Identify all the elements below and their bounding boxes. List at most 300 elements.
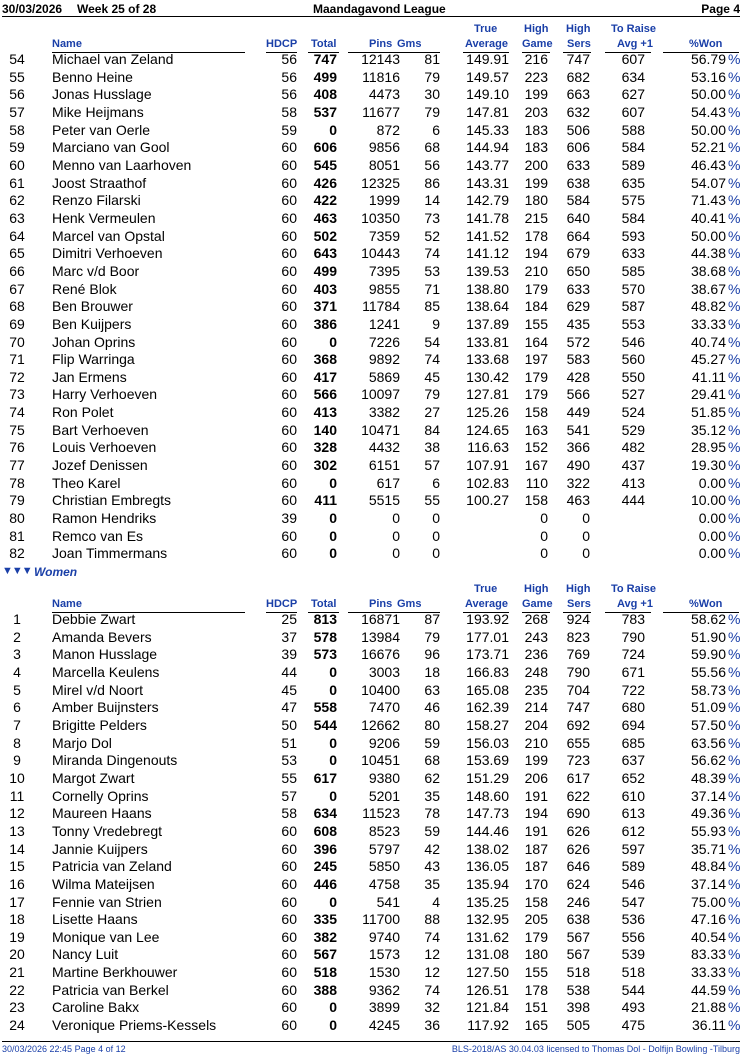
- average-cell: 147.81: [466, 103, 509, 120]
- high-game-cell: 210: [524, 734, 548, 751]
- total-cell: 0: [329, 527, 337, 544]
- to-raise-cell: 637: [621, 752, 645, 769]
- high-series-cell: 0: [582, 510, 590, 527]
- table-row: [0, 281, 744, 299]
- high-series-cell: 366: [566, 439, 590, 456]
- hdcp-cell: 60: [281, 1017, 297, 1034]
- name-cell: Jannie Kuijpers: [52, 840, 148, 857]
- games-cell: 68: [424, 139, 440, 156]
- name-cell: Patricia van Berkel: [52, 981, 169, 998]
- percent-won-cell: 58.62: [690, 611, 726, 627]
- table-row: [0, 646, 744, 664]
- rank-cell: 11: [9, 787, 25, 804]
- rank-cell: 81: [9, 527, 25, 544]
- table-row: [0, 894, 744, 912]
- high-game-cell: 170: [524, 875, 548, 892]
- percent-sign: %: [728, 681, 741, 698]
- total-cell: 422: [313, 192, 337, 209]
- high-game-cell: 0: [540, 510, 548, 527]
- total-cell: 0: [329, 893, 337, 910]
- to-raise-cell: 584: [621, 139, 645, 156]
- rank-cell: 10: [9, 769, 25, 786]
- games-cell: 56: [424, 156, 440, 173]
- hdcp-cell: 55: [281, 769, 297, 786]
- games-cell: 88: [424, 911, 440, 928]
- average-cell: 131.08: [466, 946, 509, 963]
- total-cell: 0: [329, 787, 337, 804]
- percent-won-cell: 59.90: [690, 646, 726, 663]
- total-cell: 0: [329, 681, 337, 698]
- total-cell: 328: [313, 439, 337, 456]
- rank-cell: 6: [13, 699, 21, 716]
- col-high-sers-1: High: [566, 583, 591, 595]
- high-series-cell: 747: [566, 51, 590, 67]
- high-series-cell: 624: [566, 875, 590, 892]
- page-footer: [0, 1039, 744, 1057]
- hdcp-cell: 56: [281, 51, 297, 67]
- rank-cell: 58: [9, 121, 25, 138]
- rank-cell: 74: [9, 404, 25, 421]
- rank-cell: 8: [13, 734, 21, 751]
- name-cell: Caroline Bakx: [52, 999, 140, 1016]
- average-cell: 133.81: [466, 333, 509, 350]
- page-number: Page 4: [701, 2, 740, 16]
- high-game-cell: 180: [524, 946, 548, 963]
- percent-won-cell: 29.41: [690, 386, 726, 403]
- percent-won-cell: 75.00: [690, 893, 726, 910]
- average-cell: 177.01: [466, 628, 509, 645]
- total-cell: 573: [313, 646, 337, 663]
- name-cell: Ron Polet: [52, 404, 114, 421]
- rank-cell: 12: [9, 805, 25, 822]
- pins-cell: 11700: [362, 911, 400, 928]
- high-series-cell: 664: [566, 227, 590, 244]
- rank-cell: 82: [9, 545, 25, 562]
- percent-won-cell: 63.56: [690, 734, 726, 751]
- hdcp-cell: 60: [281, 421, 297, 438]
- percent-sign: %: [728, 209, 741, 226]
- table-row: [0, 298, 744, 316]
- rank-cell: 57: [9, 103, 25, 120]
- high-game-cell: 110: [525, 474, 548, 491]
- hdcp-cell: 60: [281, 386, 297, 403]
- percent-won-cell: 35.71: [690, 840, 726, 857]
- hdcp-cell: 51: [281, 734, 297, 751]
- to-raise-cell: 550: [621, 368, 645, 385]
- games-cell: 85: [424, 298, 440, 315]
- hdcp-cell: 50: [281, 716, 297, 733]
- name-cell: Monique van Lee: [52, 928, 160, 945]
- rank-cell: 63: [9, 209, 25, 226]
- rank-cell: 73: [9, 386, 25, 403]
- hdcp-cell: 60: [281, 245, 297, 262]
- total-cell: 0: [329, 734, 337, 751]
- games-cell: 46: [424, 699, 440, 716]
- pins-cell: 10097: [361, 386, 400, 403]
- name-cell: Benno Heine: [52, 68, 133, 85]
- name-cell: Bart Verhoeven: [52, 421, 149, 438]
- to-raise-cell: 724: [621, 646, 645, 663]
- rank-cell: 75: [9, 421, 25, 438]
- average-cell: 121.84: [466, 999, 509, 1016]
- pins-cell: 3899: [368, 999, 400, 1016]
- average-cell: 149.57: [466, 68, 509, 85]
- table-row: [0, 457, 744, 475]
- percent-won-cell: 50.00: [690, 86, 726, 103]
- rank-cell: 68: [9, 298, 25, 315]
- men-column-headers: [0, 19, 744, 53]
- pins-cell: 4432: [368, 439, 400, 456]
- total-cell: 0: [329, 510, 337, 527]
- hdcp-cell: 39: [281, 646, 297, 663]
- total-cell: 386: [313, 315, 337, 332]
- hdcp-cell: 60: [281, 333, 297, 350]
- rank-cell: 78: [9, 474, 25, 491]
- high-game-cell: 197: [524, 351, 548, 368]
- total-cell: 813: [313, 611, 337, 627]
- to-raise-cell: 635: [621, 174, 645, 191]
- high-game-cell: 158: [524, 492, 548, 509]
- percent-won-cell: 48.39: [690, 769, 726, 786]
- games-cell: 59: [424, 822, 440, 839]
- high-series-cell: 690: [566, 805, 590, 822]
- to-raise-cell: 529: [621, 421, 645, 438]
- table-row: [0, 858, 744, 876]
- high-game-cell: 151: [524, 999, 548, 1016]
- total-cell: 403: [313, 280, 337, 297]
- col-high-sers-2: Sers: [567, 598, 591, 610]
- high-game-cell: 214: [524, 699, 548, 716]
- high-game-cell: 191: [524, 787, 548, 804]
- name-cell: Brigitte Pelders: [52, 716, 147, 733]
- total-cell: 0: [329, 663, 337, 680]
- hdcp-cell: 60: [281, 822, 297, 839]
- to-raise-cell: 539: [621, 946, 645, 963]
- high-series-cell: 398: [566, 999, 590, 1016]
- name-cell: Theo Karel: [52, 474, 121, 491]
- percent-won-cell: 44.38: [690, 245, 726, 262]
- percent-won-cell: 48.82: [690, 298, 726, 315]
- to-raise-cell: 547: [621, 893, 645, 910]
- rank-cell: 7: [13, 716, 21, 733]
- hdcp-cell: 56: [281, 86, 297, 103]
- high-series-cell: 704: [566, 681, 590, 698]
- hdcp-cell: 57: [281, 787, 297, 804]
- hdcp-cell: 60: [281, 139, 297, 156]
- total-cell: 0: [329, 474, 337, 491]
- high-series-cell: 823: [566, 628, 590, 645]
- high-series-cell: 650: [566, 262, 590, 279]
- col-gms: Gms: [397, 598, 422, 610]
- table-row: [0, 752, 744, 770]
- high-game-cell: 179: [524, 386, 548, 403]
- games-cell: 74: [424, 928, 440, 945]
- average-cell: 126.51: [466, 981, 509, 998]
- high-game-cell: 194: [524, 245, 548, 262]
- table-row: [0, 245, 744, 263]
- total-cell: 502: [313, 227, 337, 244]
- percent-won-cell: 21.88: [690, 999, 726, 1016]
- to-raise-cell: 694: [621, 716, 645, 733]
- high-series-cell: 633: [566, 280, 590, 297]
- name-cell: Maureen Haans: [52, 805, 152, 822]
- percent-won-cell: 40.74: [690, 333, 726, 350]
- average-cell: 158.27: [466, 716, 509, 733]
- table-row: [0, 510, 744, 528]
- average-cell: 138.80: [466, 280, 509, 297]
- games-cell: 86: [424, 174, 440, 191]
- games-cell: 87: [424, 611, 440, 627]
- high-series-cell: 626: [566, 822, 590, 839]
- games-cell: 71: [424, 280, 440, 297]
- average-cell: 135.94: [466, 875, 509, 892]
- pins-cell: 4473: [368, 86, 400, 103]
- high-series-cell: 790: [566, 663, 590, 680]
- games-cell: 0: [432, 545, 440, 562]
- table-row: [0, 175, 744, 193]
- percent-sign: %: [728, 174, 741, 191]
- rank-cell: 5: [13, 681, 21, 698]
- name-cell: Mike Heijmans: [52, 103, 144, 120]
- table-row: [0, 528, 744, 546]
- games-cell: 42: [424, 840, 440, 857]
- to-raise-cell: 575: [621, 192, 645, 209]
- col-raise-2: Avg +1: [617, 598, 653, 610]
- games-cell: 79: [424, 68, 440, 85]
- pins-cell: 10443: [361, 245, 400, 262]
- percent-sign: %: [728, 628, 741, 645]
- name-cell: Veronique Priems-Kessels: [52, 1017, 217, 1034]
- page-header: [0, 1, 744, 17]
- percent-won-cell: 50.00: [690, 227, 726, 244]
- report-date: 30/03/2026: [2, 2, 63, 16]
- percent-won-cell: 47.16: [690, 911, 726, 928]
- average-cell: 141.12: [466, 245, 509, 262]
- percent-sign: %: [728, 421, 741, 438]
- high-series-cell: 622: [566, 787, 590, 804]
- hdcp-cell: 60: [281, 457, 297, 474]
- percent-won-cell: 44.59: [690, 981, 726, 998]
- table-row: [0, 876, 744, 894]
- high-game-cell: 236: [524, 646, 548, 663]
- rank-cell: 70: [9, 333, 25, 350]
- total-cell: 518: [313, 964, 337, 981]
- average-cell: 139.53: [466, 262, 509, 279]
- percent-sign: %: [728, 805, 741, 822]
- high-series-cell: 435: [566, 315, 590, 332]
- hdcp-cell: 60: [281, 262, 297, 279]
- hdcp-cell: 60: [281, 946, 297, 963]
- hdcp-cell: 60: [281, 227, 297, 244]
- pins-cell: 0: [392, 545, 400, 562]
- name-cell: Wilma Mateijsen: [52, 875, 155, 892]
- percent-won-cell: 54.43: [690, 103, 726, 120]
- average-cell: 193.92: [466, 611, 509, 627]
- name-cell: Joan Timmermans: [52, 545, 168, 562]
- week-label: Week 25 of 28: [77, 2, 157, 16]
- pins-cell: 10350: [361, 209, 400, 226]
- percent-won-cell: 58.73: [690, 681, 726, 698]
- pins-cell: 12662: [361, 716, 400, 733]
- total-cell: 567: [313, 946, 337, 963]
- to-raise-cell: 597: [621, 840, 645, 857]
- percent-sign: %: [728, 663, 741, 680]
- pins-cell: 10471: [361, 421, 400, 438]
- total-cell: 396: [313, 840, 337, 857]
- to-raise-cell: 634: [621, 68, 645, 85]
- total-cell: 747: [313, 51, 337, 67]
- to-raise-cell: 588: [621, 121, 645, 138]
- percent-sign: %: [728, 875, 741, 892]
- percent-won-cell: 57.50: [690, 716, 726, 733]
- to-raise-cell: 556: [621, 928, 645, 945]
- high-series-cell: 566: [566, 386, 590, 403]
- name-cell: Michael van Zeland: [52, 51, 174, 67]
- high-game-cell: 215: [524, 209, 548, 226]
- average-cell: 135.25: [466, 893, 509, 910]
- average-cell: 142.79: [466, 192, 509, 209]
- rank-cell: 24: [9, 1017, 25, 1034]
- high-game-cell: 167: [524, 457, 548, 474]
- high-game-cell: 199: [524, 752, 548, 769]
- games-cell: 0: [432, 527, 440, 544]
- pins-cell: 5515: [368, 492, 400, 509]
- name-cell: Henk Vermeulen: [52, 209, 156, 226]
- to-raise-cell: 444: [621, 492, 645, 509]
- high-series-cell: 505: [566, 1017, 590, 1034]
- average-cell: 136.05: [466, 858, 509, 875]
- percent-won-cell: 51.09: [690, 699, 726, 716]
- col-raise-2: Avg +1: [617, 38, 653, 50]
- total-cell: 0: [329, 1017, 337, 1034]
- rank-cell: 3: [13, 646, 21, 663]
- to-raise-cell: 518: [621, 964, 645, 981]
- high-game-cell: 203: [524, 103, 548, 120]
- name-cell: Nancy Luit: [52, 946, 119, 963]
- games-cell: 59: [424, 734, 440, 751]
- percent-sign: %: [728, 298, 741, 315]
- pins-cell: 5797: [368, 840, 400, 857]
- col-hdcp: HDCP: [266, 598, 298, 610]
- percent-won-cell: 36.11: [692, 1017, 726, 1034]
- average-cell: 127.50: [466, 964, 509, 981]
- percent-won-cell: 49.36: [690, 805, 726, 822]
- average-cell: 151.29: [466, 769, 509, 786]
- high-game-cell: 205: [524, 911, 548, 928]
- high-game-cell: 163: [524, 421, 548, 438]
- women-table: [0, 611, 744, 1035]
- high-series-cell: 663: [566, 86, 590, 103]
- name-cell: Marciano van Gool: [52, 139, 170, 156]
- total-cell: 606: [313, 139, 337, 156]
- name-cell: Amber Buijnsters: [52, 699, 159, 716]
- high-series-cell: 584: [566, 192, 590, 209]
- chevron-down-icon: ▼▼▼: [2, 565, 32, 577]
- total-cell: 617: [313, 769, 337, 786]
- rank-cell: 80: [9, 510, 25, 527]
- name-cell: Menno van Laarhoven: [52, 156, 192, 173]
- pins-cell: 9740: [368, 928, 400, 945]
- percent-won-cell: 10.00: [690, 492, 726, 509]
- total-cell: 388: [313, 981, 337, 998]
- total-cell: 608: [313, 822, 337, 839]
- name-cell: Cornelly Oprins: [52, 787, 149, 804]
- total-cell: 411: [314, 492, 337, 509]
- percent-won-cell: 46.43: [690, 156, 726, 173]
- percent-won-cell: 56.62: [690, 752, 726, 769]
- to-raise-cell: 607: [621, 51, 645, 67]
- total-cell: 413: [313, 404, 337, 421]
- games-cell: 78: [424, 805, 440, 822]
- percent-sign: %: [728, 121, 741, 138]
- high-series-cell: 567: [566, 946, 590, 963]
- percent-sign: %: [728, 1017, 741, 1034]
- high-series-cell: 682: [566, 68, 590, 85]
- games-cell: 57: [424, 457, 440, 474]
- pins-cell: 541: [376, 893, 400, 910]
- games-cell: 81: [424, 51, 440, 67]
- average-cell: 125.26: [466, 404, 509, 421]
- percent-sign: %: [728, 964, 741, 981]
- pins-cell: 5850: [368, 858, 400, 875]
- name-cell: Remco van Es: [52, 527, 144, 544]
- hdcp-cell: 53: [281, 752, 297, 769]
- pins-cell: 11784: [362, 298, 400, 315]
- to-raise-cell: 593: [621, 227, 645, 244]
- to-raise-cell: 585: [621, 262, 645, 279]
- table-row: [0, 228, 744, 246]
- rank-cell: 17: [9, 893, 25, 910]
- pins-cell: 12143: [361, 51, 400, 67]
- hdcp-cell: 58: [281, 103, 297, 120]
- hdcp-cell: 60: [281, 439, 297, 456]
- to-raise-cell: 652: [621, 769, 645, 786]
- pins-cell: 16676: [361, 646, 400, 663]
- to-raise-cell: 546: [621, 875, 645, 892]
- pins-cell: 9206: [368, 734, 400, 751]
- high-series-cell: 428: [566, 368, 590, 385]
- high-series-cell: 606: [566, 139, 590, 156]
- table-row: [0, 316, 744, 334]
- table-row: [0, 404, 744, 422]
- percent-won-cell: 53.16: [690, 68, 726, 85]
- name-cell: Lisette Haans: [52, 911, 138, 928]
- total-cell: 0: [329, 999, 337, 1016]
- rank-cell: 64: [9, 227, 25, 244]
- high-game-cell: 178: [524, 227, 548, 244]
- games-cell: 4: [432, 893, 440, 910]
- header-rule: [2, 16, 740, 17]
- high-series-cell: 747: [566, 699, 590, 716]
- table-row: [0, 982, 744, 1000]
- rank-cell: 9: [13, 752, 21, 769]
- games-cell: 62: [424, 769, 440, 786]
- high-series-cell: 449: [566, 404, 590, 421]
- hdcp-cell: 60: [281, 209, 297, 226]
- average-cell: 144.94: [466, 139, 509, 156]
- rank-cell: 79: [9, 492, 25, 509]
- percent-won-cell: 0.00: [698, 545, 726, 562]
- total-cell: 545: [313, 156, 337, 173]
- table-row: [0, 841, 744, 859]
- high-game-cell: 179: [524, 280, 548, 297]
- high-game-cell: 206: [524, 769, 548, 786]
- rank-cell: 14: [9, 840, 25, 857]
- table-row: [0, 788, 744, 806]
- table-row: [0, 139, 744, 157]
- games-cell: 54: [424, 333, 440, 350]
- total-cell: 371: [313, 298, 337, 315]
